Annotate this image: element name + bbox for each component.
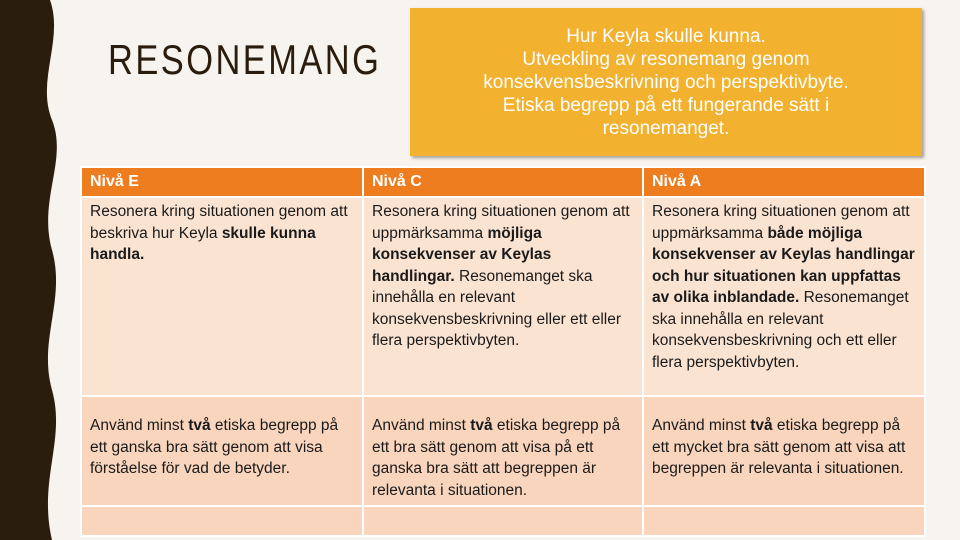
cell-reasoning-a: Resonera kring situationen genom att uppmärksamma både möjliga konsekvenser av Keylas handlingar och hur situationen kan uppfattas av olika inblandade. Resonemanget ska innehålla en relevant konsekvensbeskrivning och ett eller flera perspektivbyten. bbox=[643, 197, 925, 396]
table-row-empty bbox=[81, 506, 925, 536]
cell-concepts-c: Använd minst två etiska begrepp på ett bra sätt genom att visa på ett ganska bra sätt att begreppen är relevanta i situationen. bbox=[363, 396, 643, 506]
header-niva-c: Nivå C bbox=[363, 167, 643, 197]
cell-reasoning-e: Resonera kring situationen genom att beskriva hur Keyla skulle kunna handla. bbox=[81, 197, 363, 396]
callout-line: Etiska begrepp på ett fungerande sätt i bbox=[502, 94, 830, 116]
cell-concepts-a: Använd minst två etiska begrepp på ett mycket bra sätt genom att visa att begreppen är relevanta i situationen. bbox=[643, 396, 925, 506]
empty-cell bbox=[643, 506, 925, 536]
table-row bbox=[81, 197, 925, 396]
header-niva-e: Nivå E bbox=[81, 167, 363, 197]
empty-cell bbox=[81, 506, 363, 536]
cell-concepts-e: Använd minst två etiska begrepp på ett ganska bra sätt genom att visa förståelse för vad de betyder. bbox=[81, 396, 363, 506]
grading-matrix bbox=[80, 166, 926, 537]
page-title: RESONEMANG bbox=[108, 36, 382, 83]
cell-reasoning-c: Resonera kring situationen genom att uppmärksamma möjliga konsekvenser av Keylas handlingar. Resonemanget ska innehålla en relevant konsekvensbeskrivning eller ett eller flera perspektivbyten. bbox=[363, 197, 643, 396]
callout-line: resonemanget. bbox=[602, 117, 730, 139]
table-row bbox=[81, 396, 925, 506]
callout-text bbox=[483, 25, 848, 140]
callout-line: Utveckling av resonemang genom bbox=[522, 48, 810, 70]
callout-line: konsekvensbeskrivning och perspektivbyte. bbox=[483, 71, 849, 93]
objective-callout bbox=[410, 8, 922, 156]
empty-cell bbox=[363, 506, 643, 536]
header-niva-a: Nivå A bbox=[643, 167, 925, 197]
table-header-row bbox=[81, 167, 925, 197]
callout-line: Hur Keyla skulle kunna. bbox=[566, 25, 766, 47]
decorative-wave-border bbox=[0, 0, 70, 540]
